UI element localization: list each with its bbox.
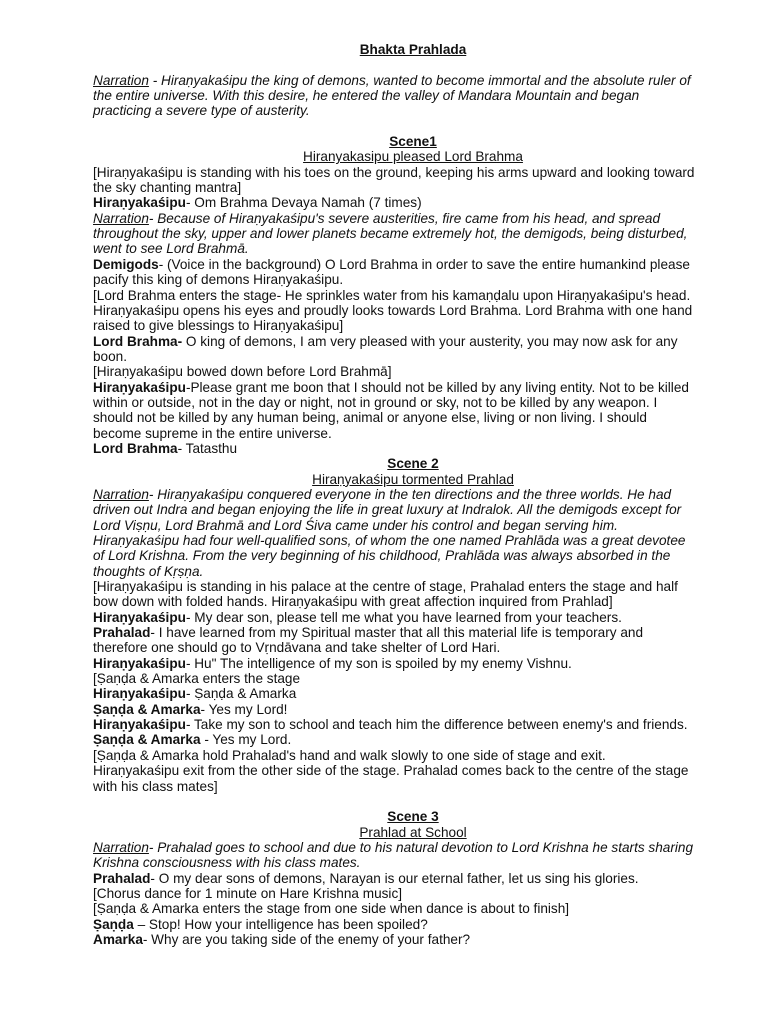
speaker-name: Hiraṇyakaśipu: [93, 195, 186, 211]
text-line: [93, 380, 733, 395]
narration-label: Narration: [93, 486, 149, 502]
speaker-name: Prahalad: [93, 625, 151, 641]
scene-subtitle: Hiranyakasipu pleased Lord Brahma: [303, 149, 523, 165]
text-line: [93, 901, 733, 916]
text-line: [93, 548, 733, 563]
text-line: [93, 303, 733, 318]
text-line: [93, 686, 733, 701]
text-line: [93, 241, 733, 256]
narration-label: Narration: [93, 210, 149, 226]
text-line: [93, 579, 733, 594]
text-line: [93, 410, 733, 425]
text-line: [93, 426, 733, 441]
text-line: [93, 103, 733, 118]
line-text: within or outside, not in the day or night, not in ground or sky, not to be killed by any weapon. I: [93, 394, 658, 410]
text-line: [93, 318, 733, 333]
text-line: [93, 732, 733, 747]
line-text: - Take my son to school and teach him the difference between enemy's and friends.: [185, 717, 688, 733]
line-text: Hiraṇyakaśipu exit from the other side of the stage. Prahalad comes back to the centre of the stage: [93, 763, 689, 779]
line-text: the entire universe. With this desire, he entered the valley of Mandara Mountain and began: [93, 88, 640, 104]
text-line: [93, 134, 733, 149]
line-text: - Why are you taking side of the enemy of your father?: [142, 931, 471, 947]
text-line: [93, 395, 733, 410]
line-text: pacify this king of demons Hiraṇyakaśipu.: [93, 272, 344, 288]
line-text: - My dear son, please tell me what you have learned from your teachers.: [185, 609, 622, 625]
text-line: [93, 702, 733, 717]
text-line: [93, 625, 733, 640]
speaker-name: Hiraṇyakaśipu: [93, 717, 186, 733]
text-line: [93, 502, 733, 517]
text-line: [93, 349, 733, 364]
line-text: went to see Lord Brahmā.: [93, 241, 249, 257]
line-text: [Ṣaṇḍa & Amarka enters the stage: [93, 671, 301, 687]
text-line: [93, 288, 733, 303]
text-line: [93, 825, 733, 840]
line-text: driven out Indra and began enjoying the life in great luxury at Indralok. All the demigods except for: [93, 502, 682, 518]
text-line: [93, 717, 733, 732]
text-line: [93, 364, 733, 379]
text-line: [93, 180, 733, 195]
text-line: [93, 871, 733, 886]
text-line: [93, 456, 733, 471]
text-line: [93, 610, 733, 625]
line-text: boon.: [93, 348, 128, 364]
heading: Scene1: [389, 134, 437, 150]
line-text: Lord Viṣṇu, Lord Brahmā and Lord Śiva came under his control and began serving him.: [93, 517, 618, 533]
line-text: - Hiraṇyakaśipu conquered everyone in the ten directions and the three worlds. He had: [148, 486, 672, 502]
text-line: [93, 334, 733, 349]
line-text: of Lord Krishna. From the very beginning of his childhood, Prahlāda was always absorbed in the: [93, 548, 671, 564]
speaker-name: Lord Brahma: [93, 440, 178, 456]
text-line: [93, 211, 733, 226]
line-text: Hiraṇyakaśipu had four well-qualified sons, of whom the one named Prahlāda was a great devotee: [93, 533, 686, 548]
line-text: - Yes my Lord.: [200, 732, 292, 748]
line-text: - Yes my Lord!: [200, 701, 288, 717]
text-line: [93, 917, 733, 932]
line-text: [Lord Brahma enters the stage- He sprinkles water from his kamaṇḍalu upon Hiraṇyakaśipu's head.: [93, 287, 691, 303]
speaker-name: Demigods: [93, 256, 159, 272]
text-line: [93, 257, 733, 272]
line-text: should not be killed by any human being, animal or anyone else, living or non living. I should: [93, 410, 647, 426]
line-text: therefore one should go to Vṛndāvana and take shelter of Lord Hari.: [93, 640, 501, 656]
text-line: [93, 564, 733, 579]
line-text: [Hiraṇyakaśipu bowed down before Lord Brahmā]: [93, 364, 392, 380]
speaker-name: Hiraṇyakaśipu: [93, 609, 186, 625]
text-line: [93, 165, 733, 180]
line-text: the sky chanting mantra]: [93, 180, 242, 196]
line-text: O king of demons, I am very pleased with your austerity, you may now ask for any: [182, 333, 678, 349]
text-line: [93, 533, 733, 548]
blank-line: [93, 119, 733, 134]
line-text: - Hiraṇyakaśipu the king of demons, wanted to become immortal and the absolute ruler of: [148, 72, 691, 88]
speaker-name: Ṣaṇḍa & Amarka: [93, 701, 201, 717]
speaker-name: Hiraṇyakaśipu: [93, 686, 186, 702]
line-text: Krishna consciousness with his class mates.: [93, 855, 361, 871]
line-text: - I have learned from my Spiritual master that all this material life is temporary and: [150, 625, 644, 641]
line-text: [Hiraṇyakaśipu is standing in his palace at the centre of stage, Prahalad enters the stage and half: [93, 579, 678, 595]
speaker-name: Lord Brahma-: [93, 333, 183, 349]
line-text: [Chorus dance for 1 minute on Hare Krishna music]: [93, 885, 403, 901]
speaker-name: Ṣaṇḍa & Amarka: [93, 732, 201, 748]
speaker-name: Amarka: [93, 931, 143, 947]
text-line: [93, 640, 733, 655]
text-line: [93, 195, 733, 210]
text-line: [93, 149, 733, 164]
text-line: [93, 441, 733, 456]
line-text: - O my dear sons of demons, Narayan is our eternal father, let us sing his glories.: [150, 870, 639, 886]
line-text: with his class mates]: [93, 778, 218, 794]
line-text: practicing a severe type of austerity.: [93, 103, 310, 119]
text-line: [93, 779, 733, 794]
line-text: [Ṣaṇḍa & Amarka hold Prahalad's hand and walk slowly to one side of stage and exit.: [93, 747, 606, 763]
blank-line: [93, 794, 733, 809]
speaker-name: Hiraṇyakaśipu: [93, 379, 186, 395]
scene-subtitle: Hiraṇyakaśipu tormented Prahlad: [312, 471, 514, 487]
line-text: throughout the sky, upper and lower planets became extremely hot, the demigods, being disturbed,: [93, 226, 688, 242]
text-line: [93, 487, 733, 502]
text-line: [93, 42, 733, 57]
text-line: [93, 226, 733, 241]
text-line: [93, 855, 733, 870]
text-line: [93, 763, 733, 778]
text-line: [93, 809, 733, 824]
line-text: thoughts of Kṛṣṇa.: [93, 563, 204, 579]
text-line: [93, 840, 733, 855]
line-text: become supreme in the entire universe.: [93, 425, 332, 441]
line-text: Hiraṇyakaśipu opens his eyes and proudly looks towards Lord Brahma. Lord Brahma with one hand: [93, 302, 693, 318]
text-line: [93, 518, 733, 533]
text-line: [93, 472, 733, 487]
text-line: [93, 748, 733, 763]
narration-label: Narration: [93, 72, 149, 88]
text-line: [93, 88, 733, 103]
line-text: [Ṣaṇḍa & Amarka enters the stage from one side when dance is about to finish]: [93, 901, 570, 917]
heading: Bhakta Prahlada: [359, 42, 467, 57]
line-text: - (Voice in the background) O Lord Brahma in order to save the entire humankind please: [158, 256, 690, 272]
scene-subtitle: Prahlad at School: [359, 824, 467, 840]
line-text: – Stop! How your intelligence has been spoiled?: [133, 916, 428, 932]
speaker-name: Hiraṇyakaśipu: [93, 655, 186, 671]
text-line: [93, 73, 733, 88]
speaker-name: Ṣaṇḍa: [93, 916, 134, 932]
text-line: [93, 932, 733, 947]
document-page: [93, 42, 733, 947]
line-text: raised to give blessings to Hiraṇyakaśipu]: [93, 318, 344, 334]
line-text: - Tatasthu: [177, 440, 238, 456]
line-text: - Om Brahma Devaya Namah (7 times): [185, 195, 422, 211]
narration-label: Narration: [93, 839, 149, 855]
line-text: - Hu" The intelligence of my son is spoiled by my enemy Vishnu.: [185, 655, 572, 671]
blank-line: [93, 57, 733, 72]
speaker-name: Prahalad: [93, 870, 151, 886]
text-line: [93, 594, 733, 609]
text-line: [93, 886, 733, 901]
line-text: bow down with folded hands. Hiraṇyakaśipu with great affection inquired from Prahlad]: [93, 594, 613, 610]
text-line: [93, 272, 733, 287]
line-text: - Because of Hiraṇyakaśipu's severe austerities, fire came from his head, and spread: [148, 210, 661, 226]
line-text: - Ṣaṇḍa & Amarka: [185, 686, 297, 702]
line-text: - Prahalad goes to school and due to his natural devotion to Lord Krishna he starts sharing: [148, 839, 694, 855]
heading: Scene 2: [387, 456, 439, 472]
line-text: -Please grant me boon that I should not be killed by any living entity. Not to be killed: [185, 379, 689, 395]
text-line: [93, 656, 733, 671]
line-text: [Hiraṇyakaśipu is standing with his toes on the ground, keeping his arms upward and looking toward: [93, 164, 695, 180]
text-line: [93, 671, 733, 686]
heading: Scene 3: [387, 809, 439, 825]
